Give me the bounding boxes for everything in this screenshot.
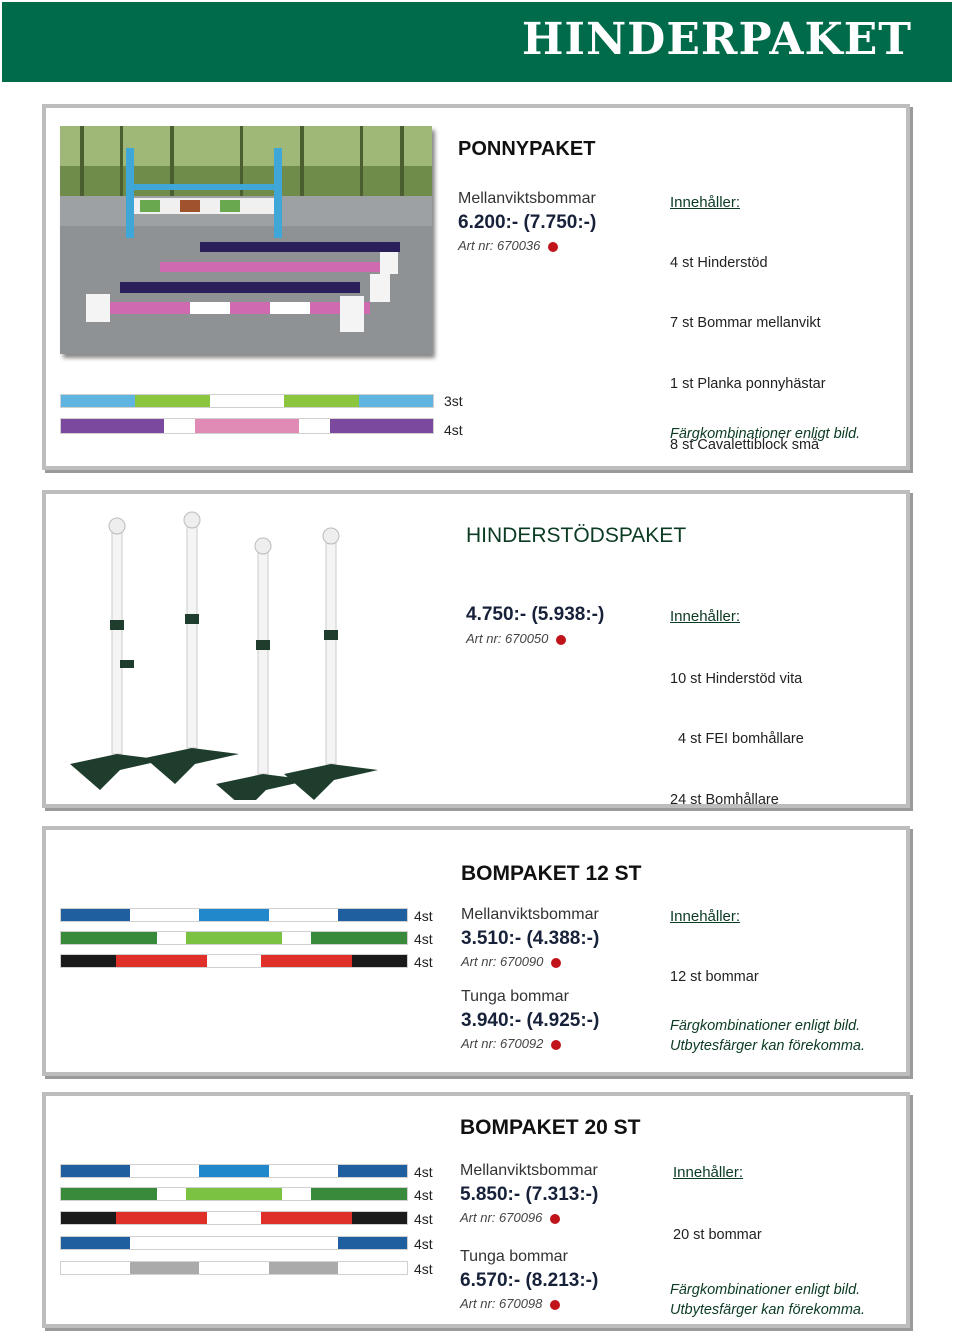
hinderstodspaket-panel (42, 490, 910, 808)
bompaket-12-option-art-row (461, 954, 561, 969)
qty-label: 4st (444, 422, 463, 438)
bullet-dot-icon (551, 958, 561, 968)
ponnypaket-panel (42, 104, 910, 470)
bompaket-20-contains-list (673, 1184, 762, 1285)
pole-swatch (60, 1261, 408, 1275)
qty-label: 4st (414, 1211, 433, 1227)
hinderstodspaket-title: HINDERSTÖDSPAKET (466, 524, 687, 547)
note-line: Utbytesfärger kan förekomma. (670, 1302, 866, 1318)
ponnypaket-title: PONNYPAKET (458, 138, 596, 160)
hinderstodspaket-contains-heading: Innehåller: (670, 608, 741, 625)
bompaket-20-option-label: Mellanviktsbommar (460, 1162, 598, 1179)
qty-label: 4st (414, 908, 433, 924)
pole-swatch (60, 394, 434, 408)
list-item: 4 st Hinderstöd (670, 254, 768, 271)
pole-swatch (60, 418, 434, 434)
bompaket-12-option-label: Mellanviktsbommar (461, 906, 599, 923)
bompaket-12-option-art: Art nr: 670090 (461, 954, 544, 969)
hinderstodspaket-art: Art nr: 670050 (466, 631, 549, 646)
qty-label: 4st (414, 931, 433, 947)
ponnypaket-art: Art nr: 670036 (458, 238, 541, 253)
bompaket-12-option-label: Tunga bommar (461, 988, 569, 1005)
pole-swatch (60, 931, 408, 945)
qty-label: 4st (414, 1164, 433, 1180)
jump-set-illustration (60, 126, 432, 354)
bompaket-20-title: BOMPAKET 20 ST (460, 1116, 641, 1139)
pole-swatch (60, 1187, 408, 1201)
bompaket-12-contains-heading: Innehåller: (670, 908, 741, 925)
bullet-dot-icon (548, 242, 558, 252)
note-line: Färgkombinationer enligt bild. (670, 1282, 861, 1298)
page-title: HINDERPAKET (521, 14, 912, 65)
pole-swatch (60, 1211, 408, 1225)
bompaket-20-option-price: 5.850:- (7.313:-) (460, 1184, 599, 1205)
bompaket-20-option-label: Tunga bommar (460, 1248, 568, 1265)
bompaket-20-option-art-row (460, 1296, 560, 1311)
ponnypaket-photo (60, 126, 432, 354)
ponnypaket-label: Mellanviktsbommar (458, 190, 596, 207)
ponnypaket-price: 6.200:- (7.750:-) (458, 212, 597, 233)
qty-label: 3st (444, 393, 463, 409)
hinderstodspaket-price: 4.750:- (5.938:-) (466, 604, 605, 625)
pole-swatch (60, 1164, 408, 1178)
bompaket-20-option-art-row (460, 1210, 560, 1225)
list-item: 24 st Bomhållare (670, 792, 779, 809)
ponnypaket-contains-heading: Innehåller: (670, 194, 741, 211)
hinderstodspaket-contains-list (670, 628, 804, 851)
bompaket-12-option-art: Art nr: 670092 (461, 1036, 544, 1051)
qty-label: 4st (414, 1187, 433, 1203)
pole-swatch (60, 954, 408, 968)
list-item: 20 st bommar (673, 1226, 762, 1243)
bompaket-20-option-price: 6.570:- (8.213:-) (460, 1270, 599, 1291)
list-item: 10 st Hinderstöd vita (670, 670, 803, 687)
list-item: 1 st Planka ponnyhästar (670, 376, 826, 393)
bompaket-12-contains-list (670, 926, 759, 1027)
pole-swatch (60, 1236, 408, 1250)
note-line: Färgkombinationer enligt bild. (670, 1018, 861, 1034)
bullet-dot-icon (556, 635, 566, 645)
list-item: 7 st Bommar mellanvikt (670, 315, 821, 332)
pole-swatch (60, 908, 408, 922)
bompaket-20-option-art: Art nr: 670098 (460, 1296, 543, 1311)
bompaket-12-option-art-row (461, 1036, 561, 1051)
bullet-dot-icon (551, 1040, 561, 1050)
ponnypaket-note: Färgkombinationer enligt bild. (670, 426, 861, 442)
qty-label: 4st (414, 1261, 433, 1277)
bompaket-12-panel (42, 826, 910, 1076)
qty-label: 4st (414, 954, 433, 970)
bompaket-20-panel (42, 1092, 910, 1328)
bullet-dot-icon (550, 1214, 560, 1224)
bompaket-20-option-art: Art nr: 670096 (460, 1210, 543, 1225)
bompaket-12-option-price: 3.510:- (4.388:-) (461, 928, 600, 949)
bompaket-12-note (670, 1016, 865, 1056)
hinderstodspaket-art-row (466, 631, 566, 646)
ponnypaket-art-row (458, 238, 558, 253)
note-line: Utbytesfärger kan förekomma. (670, 1038, 866, 1054)
bompaket-12-title: BOMPAKET 12 ST (461, 862, 642, 885)
bompaket-20-note (670, 1280, 865, 1320)
qty-label: 4st (414, 1236, 433, 1252)
bullet-dot-icon (550, 1300, 560, 1310)
jump-stands-illustration (60, 510, 400, 800)
list-item: 4 st FEI bomhållare (670, 731, 804, 748)
bompaket-12-option-price: 3.940:- (4.925:-) (461, 1010, 600, 1031)
bompaket-20-contains-heading: Innehåller: (673, 1164, 744, 1181)
page-header (2, 2, 952, 82)
list-item: 12 st bommar (670, 968, 759, 985)
list-item: 8 st Cavalettiblock små (670, 437, 820, 454)
